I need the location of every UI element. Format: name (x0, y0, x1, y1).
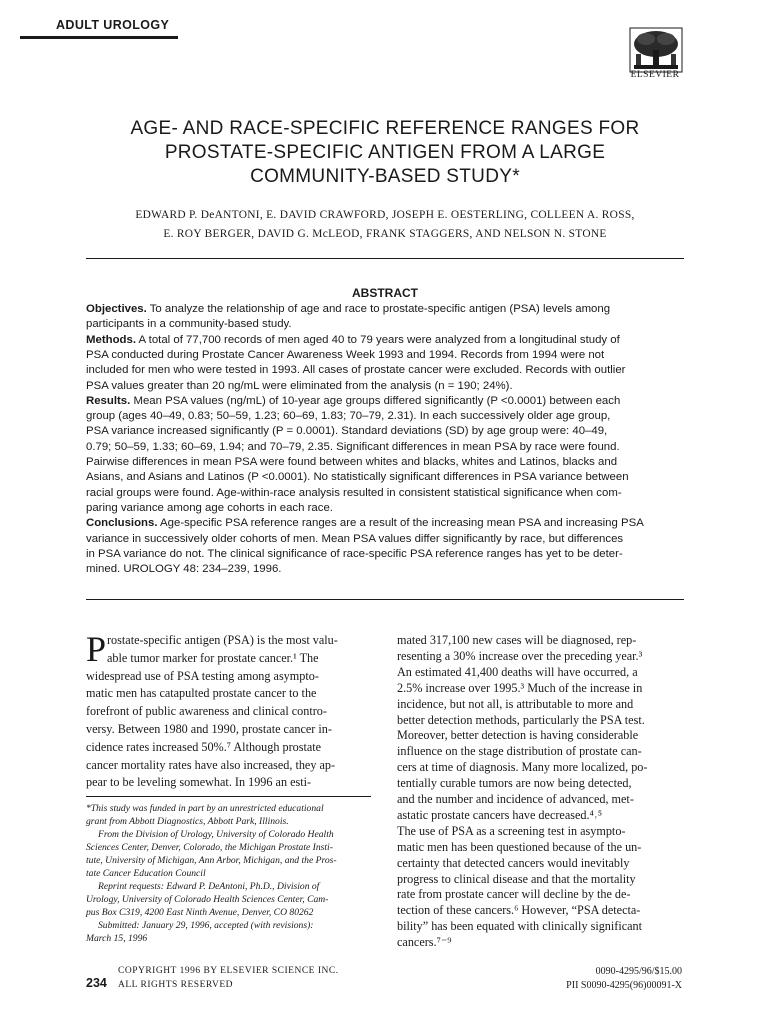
footnote-line: March 15, 1996 (86, 933, 148, 944)
title-line: AGE- AND RACE-SPECIFIC REFERENCE RANGES FOR (130, 118, 640, 139)
abstract-text: Age-specific PSA reference ranges are a result of the increasing mean PSA and increasing PSA (157, 517, 644, 530)
abstract-text: 0.79; 50–59, 1.33; 60–69, 1.94; and 70–79, 2.35. Significant differences in mean PSA by race were found. (86, 440, 620, 453)
title-line: COMMUNITY-BASED STUDY* (250, 166, 520, 187)
abstract-line (86, 334, 696, 346)
body-line: bility” has been equated with clinically significant (397, 919, 643, 934)
abstract-text: Mean PSA values (ng/mL) of 10-year age groups differed significantly (P <0.0001) between each (130, 394, 621, 407)
body-line: influence on the stage distribution of prostate can- (397, 744, 642, 759)
page-number: 234 (86, 976, 107, 990)
divider-rule (86, 599, 684, 600)
abstract-line (86, 456, 696, 468)
copyright-line: COPYRIGHT 1996 BY ELSEVIER SCIENCE INC. (118, 966, 339, 976)
footnote-rule (86, 796, 371, 797)
title-line: PROSTATE-SPECIFIC ANTIGEN FROM A LARGE (164, 142, 606, 163)
footnote-line: pus Box C319, 4200 East Ninth Avenue, Denver, CO 80262 (86, 907, 314, 918)
footnote-line: tute, University of Michigan, Ann Arbor, Michigan, and the Pros- (86, 855, 337, 866)
drop-cap: P (86, 629, 107, 669)
body-line: forefront of public awareness and clinical contro- (86, 704, 327, 719)
abstract-line (86, 502, 696, 514)
abstract-text: To analyze the relationship of age and race to prostate-specific antigen (PSA) levels among (146, 303, 611, 315)
body-line: matic men has catapulted prostate cancer to the (86, 686, 317, 701)
abstract-heading: ABSTRACT (352, 286, 418, 300)
body-line: tection of these cancers.⁶ However, “PSA detecta- (397, 903, 641, 918)
abstract-text: PSA conducted during Prostate Cancer Awareness Week 1993 and 1994. Records from 1994 were not (86, 348, 605, 361)
abstract-text: group (ages 40–49, 0.83; 50–59, 1.23; 60–69, 1.83; 70–79, 2.31). In each successively older age group, (86, 410, 611, 423)
body-line: 2.5% increase over 1995.³ Much of the increase in (397, 680, 643, 695)
abstract-text: variance in successively older cohorts of men. Mean PSA values differ significantly by race, but differences (86, 532, 624, 545)
abstract-line (86, 364, 696, 376)
body-line: progress to clinical disease and that the mortality (397, 871, 636, 886)
body-line: rostate-specific antigen (PSA) is the most valu- (107, 633, 338, 647)
abstract-section-label: Objectives. (86, 303, 147, 315)
body-line: incidence, but not all, is attributable to more and (397, 696, 634, 711)
abstract-text: participants in a community-based study. (86, 318, 292, 331)
abstract-line (86, 487, 696, 499)
abstract-text: mined. UROLOGY 48: 234–239, 1996. (86, 563, 282, 576)
publisher-name: ELSEVIER (630, 70, 680, 80)
abstract-line (86, 349, 696, 361)
footnote-line: Reprint requests: Edward P. DeAntoni, Ph.D., Division of (98, 881, 320, 892)
author-list (86, 206, 684, 244)
section-label: ADULT UROLOGY (56, 18, 170, 32)
divider-rule (86, 258, 684, 259)
footnote-line: grant from Abbott Diagnostics, Abbott Park, Illinois. (86, 816, 289, 827)
footnote-line: *This study was funded in part by an unrestricted educational (86, 803, 324, 814)
abstract-text: included for men who were tested in 1993. All cases of prostate cancer were excluded. Records with outlier (86, 364, 626, 377)
body-line: pear to be leveling somewhat. In 1996 an esti- (86, 775, 312, 790)
abstract-line (86, 533, 696, 545)
abstract-section-label: Methods. (86, 333, 136, 346)
abstract-line (86, 303, 696, 315)
body-line: widespread use of PSA testing among asympto- (86, 668, 319, 683)
pii-line: PII S0090-4295(96)00091-X (566, 980, 682, 991)
rights-line: ALL RIGHTS RESERVED (118, 980, 233, 990)
body-line: cidence rates increased 50%.⁷ Although prostate (86, 739, 322, 754)
body-line: mated 317,100 new cases will be diagnosed, rep- (397, 633, 637, 647)
footnote-line: Urology, University of Colorado Health Sciences Center, Cam- (86, 894, 329, 905)
body-line: cancer mortality rates have also increased, they ap- (86, 757, 336, 772)
abstract-line (86, 548, 696, 560)
footnote-line: Submitted: January 29, 1996, accepted (with revisions): (98, 920, 314, 931)
body-line: rate from prostate cancer will decline by the de- (397, 887, 631, 902)
body-line: matic men has been questioned because of the un- (397, 839, 642, 854)
body-line: Moreover, better detection is having considerable (397, 728, 639, 743)
abstract-line (86, 410, 696, 422)
footnote-line: tate Cancer Education Council (86, 868, 206, 879)
abstract-line (86, 563, 696, 575)
body-line: and the number and incidence of advanced, met- (397, 792, 634, 806)
abstract-text: PSA values greater than 20 ng/mL were eliminated from the analysis (n = 190; 24%). (86, 379, 513, 392)
abstract-text: Pairwise differences in mean PSA were found between whites and blacks, whites and Latinos, blacks and (86, 456, 618, 468)
body-line: certainty that detected cancers would inevitably (397, 855, 630, 870)
body-line: resenting a 30% increase over the preceding year.³ (397, 648, 643, 663)
body-line: better detection methods, particularly the PSA test. (397, 712, 645, 727)
abstract-line (86, 471, 696, 483)
footnote-line: From the Division of Urology, University of Colorado Health (98, 829, 334, 840)
abstract-section-label: Results. (86, 394, 131, 407)
abstract-line (86, 395, 696, 407)
body-line: able tumor marker for prostate cancer.¹ The (107, 650, 319, 665)
abstract-line (86, 318, 696, 330)
author-line: EDWARD P. DeANTONI, E. DAVID CRAWFORD, JOSEPH E. OESTERLING, COLLEEN A. ROSS, (135, 209, 635, 221)
article-title (90, 117, 680, 189)
abstract-text: in PSA variance do not. The clinical significance of race-specific PSA reference ranges has yet to be deter- (86, 547, 623, 560)
author-line: E. ROY BERGER, DAVID G. McLEOD, FRANK STAGGERS, AND NELSON N. STONE (163, 228, 607, 240)
abstract-text: Asians, and Asians and Latinos (P <0.0001). No statistically significant differences in PSA variance between (86, 471, 629, 484)
body-line: tentially curable tumors are now being detected, (397, 776, 632, 791)
abstract-text: paring variance among age cohorts in each race. (86, 501, 333, 514)
abstract-line (86, 517, 696, 529)
abstract-line (86, 425, 696, 437)
body-line: astatic prostate cancers have decreased.⁴˒⁵ (397, 807, 603, 822)
body-line: The use of PSA as a screening test in asympto- (397, 823, 626, 838)
abstract-line (86, 441, 696, 453)
abstract-text: A total of 77,700 records of men aged 40 to 79 years were analyzed from a longitudinal study of (136, 333, 620, 346)
footnote-line: Sciences Center, Denver, Colorado, the Michigan Prostate Insti- (86, 842, 333, 853)
body-line: cers at time of diagnosis. Many more localized, po- (397, 760, 648, 775)
abstract-section-label: Conclusions. (86, 517, 158, 530)
issn-line: 0090-4295/96/$15.00 (595, 966, 682, 977)
abstract-line (86, 380, 696, 392)
abstract-text: racial groups were found. Age-within-race analysis resulted in consistent statistical significance when com- (86, 486, 622, 499)
section-rule (20, 36, 178, 39)
body-line: versy. Between 1980 and 1990, prostate cancer in- (86, 722, 332, 736)
body-line: cancers.⁷⁻⁹ (397, 935, 452, 950)
abstract-text: PSA variance increased significantly (P = 0.0001). Standard deviations (SD) by age group were: 40–49, (86, 425, 608, 438)
body-line: An estimated 41,400 deaths will have occurred, a (397, 664, 638, 679)
